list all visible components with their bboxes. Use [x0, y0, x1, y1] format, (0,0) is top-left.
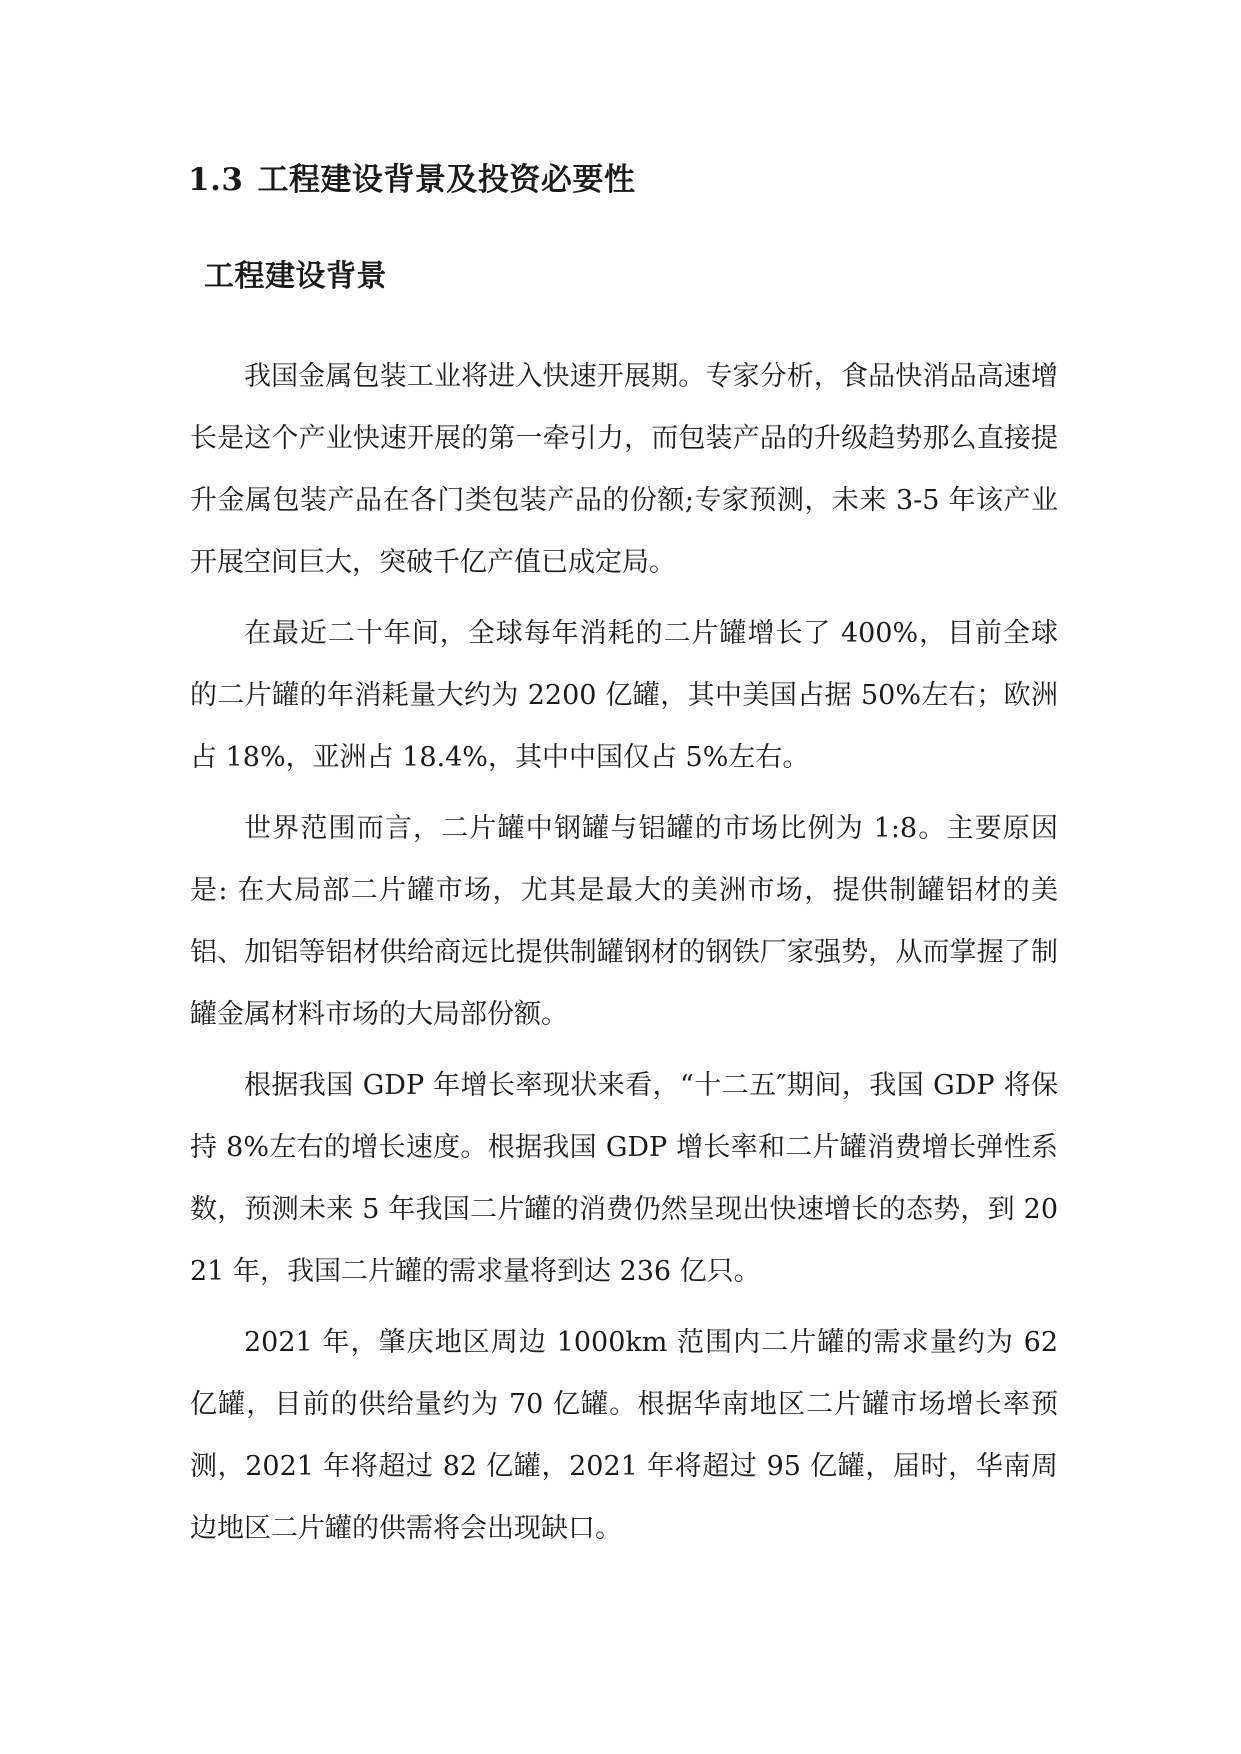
body-text — [190, 346, 1058, 1569]
paragraph-global-consumption: 在最近二十年间，全球每年消耗的二片罐增长了 400%，目前全球的二片罐的年消耗量大约为 2200 亿罐，其中美国占据 50%左右；欧洲占 18%，亚洲占 18.4%，其中中国仅占 5%左右。 — [190, 618, 1058, 773]
paragraph-regional-demand: 2021 年，肇庆地区周边 1000km 范围内二片罐的需求量约为 62 亿罐，目前的供给量约为 70 亿罐。根据华南地区二片罐市场增长率预测，2021 年将超过 82 亿罐，2021 年将超过 95 亿罐，届时，华南周边地区二片罐的供需将会出现缺口。 — [190, 1327, 1058, 1544]
section-heading — [188, 160, 635, 200]
paragraph-market-outlook: 我国金属包装工业将进入快速开展期。专家分析，食品快消品高速增长是这个产业快速开展的第一牵引力，而包装产品的升级趋势那么直接提升金属包装产品在各门类包装产品的份额;专家预测，未来 3-5 年该产业开展空间巨大，突破千亿产值已成定局。 — [190, 361, 1058, 578]
section-number: 1.3 — [188, 162, 244, 198]
paragraph-gdp-forecast: 根据我国 GDP 年增长率现状来看，“十二五″期间，我国 GDP 将保持 8%左右的增长速度。根据我国 GDP 增长率和二片罐消费增长弹性系数，预测未来 5 年我国二片罐的消费仍然呈现出快速增长的态势，到 2021 年，我国二片罐的需求量将到达 236 亿只。 — [190, 1070, 1058, 1287]
subsection-title: 工程建设背景 — [204, 259, 387, 294]
paragraph-steel-aluminum-ratio: 世界范围而言，二片罐中钢罐与铝罐的市场比例为 1:8。主要原因是: 在大局部二片罐市场，尤其是最大的美洲市场，提供制罐铝材的美铝、加铝等铝材供给商远比提供制罐钢材的钢铁厂家强势，从而掌握了制罐金属材料市场的大局部份额。 — [190, 813, 1058, 1030]
section-title: 工程建设背景及投资必要性 — [257, 162, 636, 198]
